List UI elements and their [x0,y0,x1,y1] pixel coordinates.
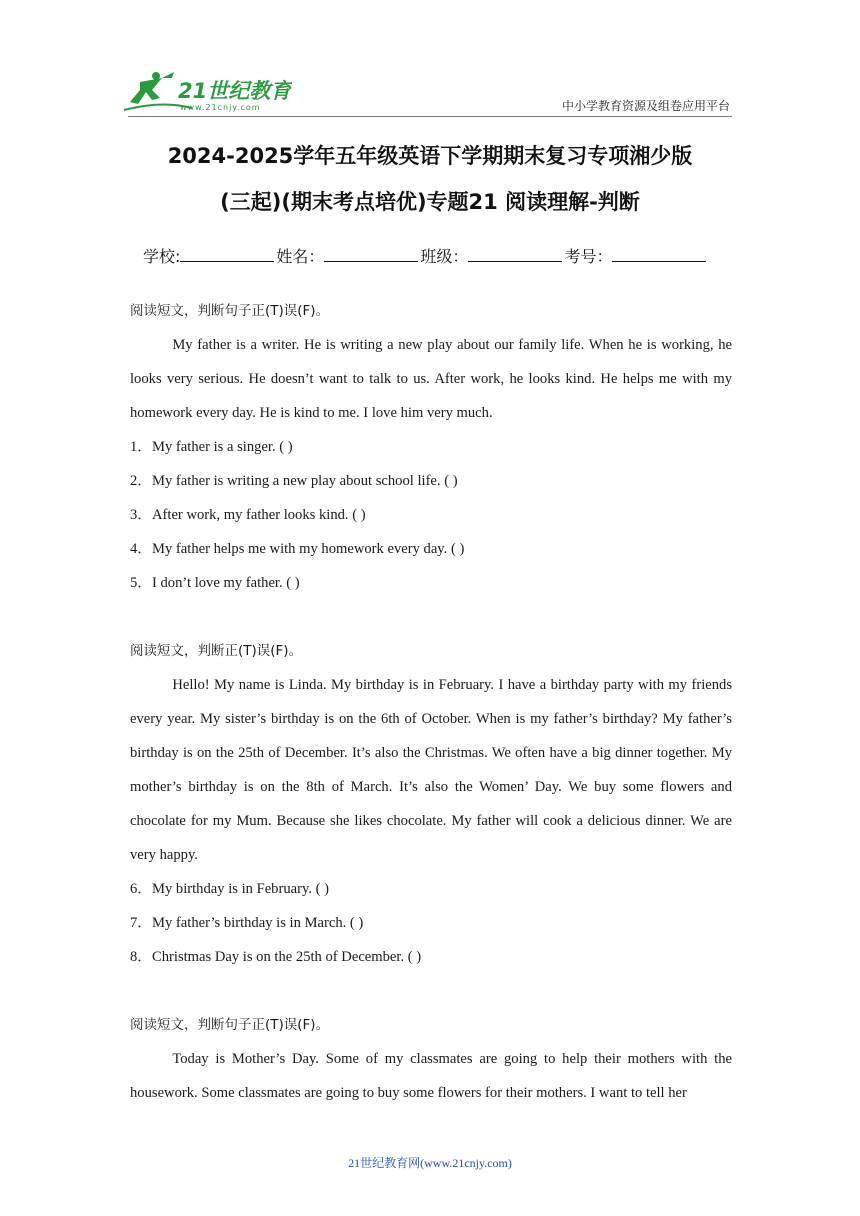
question-number: 5． [130,575,152,591]
class-blank[interactable] [468,247,562,262]
document-body [130,294,732,1110]
question-number: 1． [130,439,152,455]
platform-label: 中小学教育资源及组卷应用平台 [561,99,730,113]
header-divider [128,116,732,117]
reading-passage: Today is Mother’s Day. Some of my classmates are going to help their mothers with the housework. Some classmates are going to buy some flowers for their mothers. I want to tell her [130,1051,732,1101]
question-number: 8． [130,949,152,965]
question-item [130,906,732,940]
question-text: My father is a singer. ( ) [152,439,293,455]
section-instruction: 阅读短文，判断正(T)误(F)。 [130,643,303,659]
question-number: 6． [130,881,152,897]
page-footer[interactable]: 21世纪教育网(www.21cnjy.com) [348,1156,512,1170]
number-label: 考号： [564,247,613,266]
question-text: My father is writing a new play about school life. ( ) [152,473,458,489]
logo-text: 21世纪教育 [178,79,292,103]
question-text: Christmas Day is on the 25th of December. ( ) [152,949,422,965]
question-text: My father helps me with my homework every day. ( ) [152,541,465,557]
question-number: 4． [130,541,152,557]
question-item [130,940,732,974]
question-text: I don’t love my father. ( ) [152,575,300,591]
name-label: 姓名： [276,247,325,266]
section-spacer [130,600,732,634]
class-label: 班级： [420,247,469,266]
question-item [130,498,732,532]
question-number: 7． [130,915,152,931]
site-logo [122,70,292,114]
section-instruction: 阅读短文，判断句子正(T)误(F)。 [130,303,330,319]
question-item [130,532,732,566]
reading-passage: My father is a writer. He is writing a new play about our family life. When he is working, he looks very serious. He doesn’t want to talk to us. After work, he looks kind. He helps me with my homework every day. He is kind to me. I love him very much. [130,337,732,421]
question-number: 3． [130,507,152,523]
question-item [130,430,732,464]
question-text: My birthday is in February. ( ) [152,881,329,897]
question-number: 2． [130,473,152,489]
question-text: After work, my father looks kind. ( ) [152,507,366,523]
student-info-row [143,244,708,267]
logo-url: www.21cnjy.com [180,103,261,112]
page-header [0,0,860,120]
school-label: 学校: [143,247,181,266]
school-blank[interactable] [180,247,274,262]
doc-title-line2: (三起)(期末考点培优)专题21 阅读理解-判断 [220,190,640,214]
question-item [130,566,732,600]
question-item [130,872,732,906]
question-item [130,464,732,498]
question-text: My father’s birthday is in March. ( ) [152,915,364,931]
section-instruction: 阅读短文，判断句子正(T)误(F)。 [130,1017,330,1033]
section-spacer [130,974,732,1008]
reading-passage: Hello! My name is Linda. My birthday is in February. I have a birthday party with my friends every year. My sister’s birthday is on the 6th of October. When is my father’s birthday? My father’s birthday is on the 25th of December. It’s also the Christmas. We often have a big dinner together. My mother’s birthday is on the 8th of March. It’s also the Women’ Day. We buy some flowers and chocolate for my Mum. Because she likes chocolate. My father will cook a delicious dinner. We are very happy. [130,677,732,863]
doc-title-line1: 2024-2025学年五年级英语下学期期末复习专项湘少版 [167,144,693,168]
number-blank[interactable] [612,247,706,262]
name-blank[interactable] [324,247,418,262]
